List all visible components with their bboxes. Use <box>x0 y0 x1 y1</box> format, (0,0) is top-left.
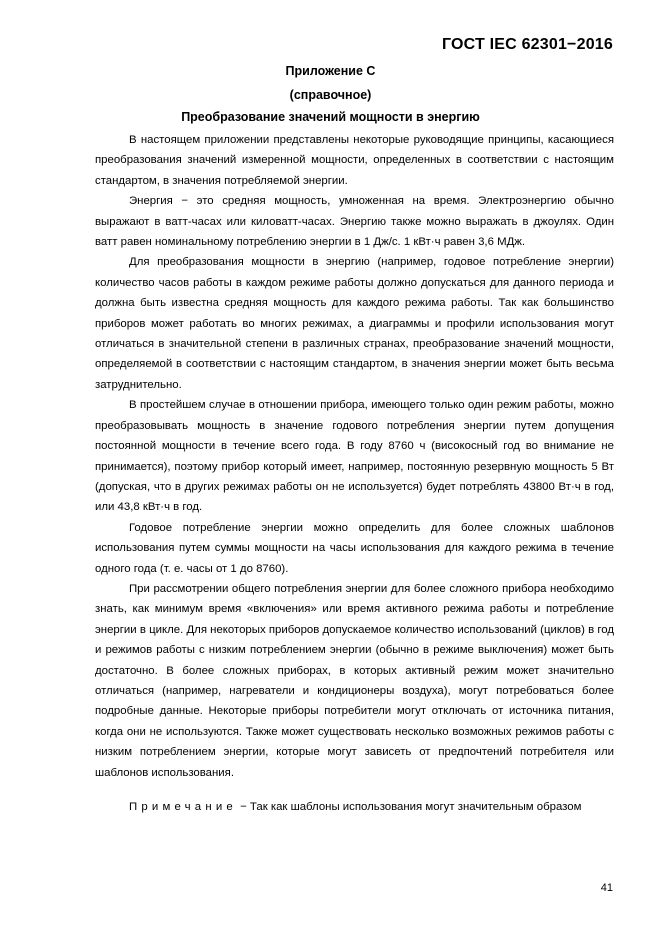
note-text: − Так как шаблоны использования могут значительным образом <box>236 801 582 813</box>
appendix-subtitle: (справочное) <box>289 88 372 102</box>
note-label: Примечание <box>129 801 237 813</box>
standard-designation: ГОСТ IEC 62301−2016 <box>441 36 613 53</box>
paragraph: В настоящем приложении представлены некоторые руководящие принципы, касающиеся преобразования значений измеренной мощности, определенных в соответствии с настоящим стандартом, в значения потребляемой энергии. <box>95 134 614 187</box>
note <box>95 797 614 817</box>
paragraph: В простейшем случае в отношении прибора, имеющего только один режим работы, можно преобразовывать мощность в значение годового потребления энергии путем допущения постоянной мощности в течение всего года. В году 8760 ч (високосный год во внимание не принимается), поэтому прибор который имеет, например, постоянную резервную мощность 5 Вт (допуская, что в других режимах работы он не используется) будет потреблять 43800 Вт·ч в год, или 43,8 кВт·ч в год. <box>95 399 614 514</box>
paragraph: При рассмотрении общего потребления энергии для более сложного прибора необходимо знать, как минимум время «включения» или время активного режима работы и потребление энергии в цикле. Для некоторых приборов допускаемое количество использований (циклов) в год и режимов работы с низким потреблением энергии (обычно в режиме выключения) может быть достаточно. В более сложных приборах, в которых активный режим может значительно отличаться (например, нагреватели и кондиционеры воздуха), могут потребоваться более подробные данные. Некоторые приборы потребители могут отключать от источника питания, когда они не используются. Также может существовать несколько возможных режимов работы с низким потреблением энергии, которые могут зависеть от предпочтений потребителя или шаблонов использования. <box>95 582 614 779</box>
appendix-heading: Преобразование значений мощности в энергию <box>181 110 480 124</box>
appendix-title: Приложение С <box>285 64 376 78</box>
paragraph: Для преобразования мощности в энергию (например, годовое потребление энергии) количество часов работы в каждом режиме работы должно допускаться для данного периода и должна быть известна средняя мощность для каждого режима работы. Так как большинство приборов может работать во многих режимах, а диаграммы и профили использования могут отличаться в значительной степени в различных странах, преобразование значений мощности, определяемой в соответствии с настоящим стандартом, в значения энергии может быть весьма затруднительно. <box>95 256 614 391</box>
paragraph: Энергия − это средняя мощность, умноженная на время. Электроэнергию обычно выражают в ватт-часах или киловатт-часах. Энергию также можно выражать в джоулях. Один ватт равен номинальному потреблению энергии в 1 Дж/с. 1 кВт·ч равен 3,6 МДж. <box>95 195 614 249</box>
page-number: 41 <box>600 882 613 894</box>
paragraph: Годовое потребление энергии можно определить для более сложных шаблонов использования путем суммы мощности на часы использования для каждого режима в течение одного года (т. е. часы от 1 до 8760). <box>95 521 614 575</box>
body-text <box>95 130 614 817</box>
